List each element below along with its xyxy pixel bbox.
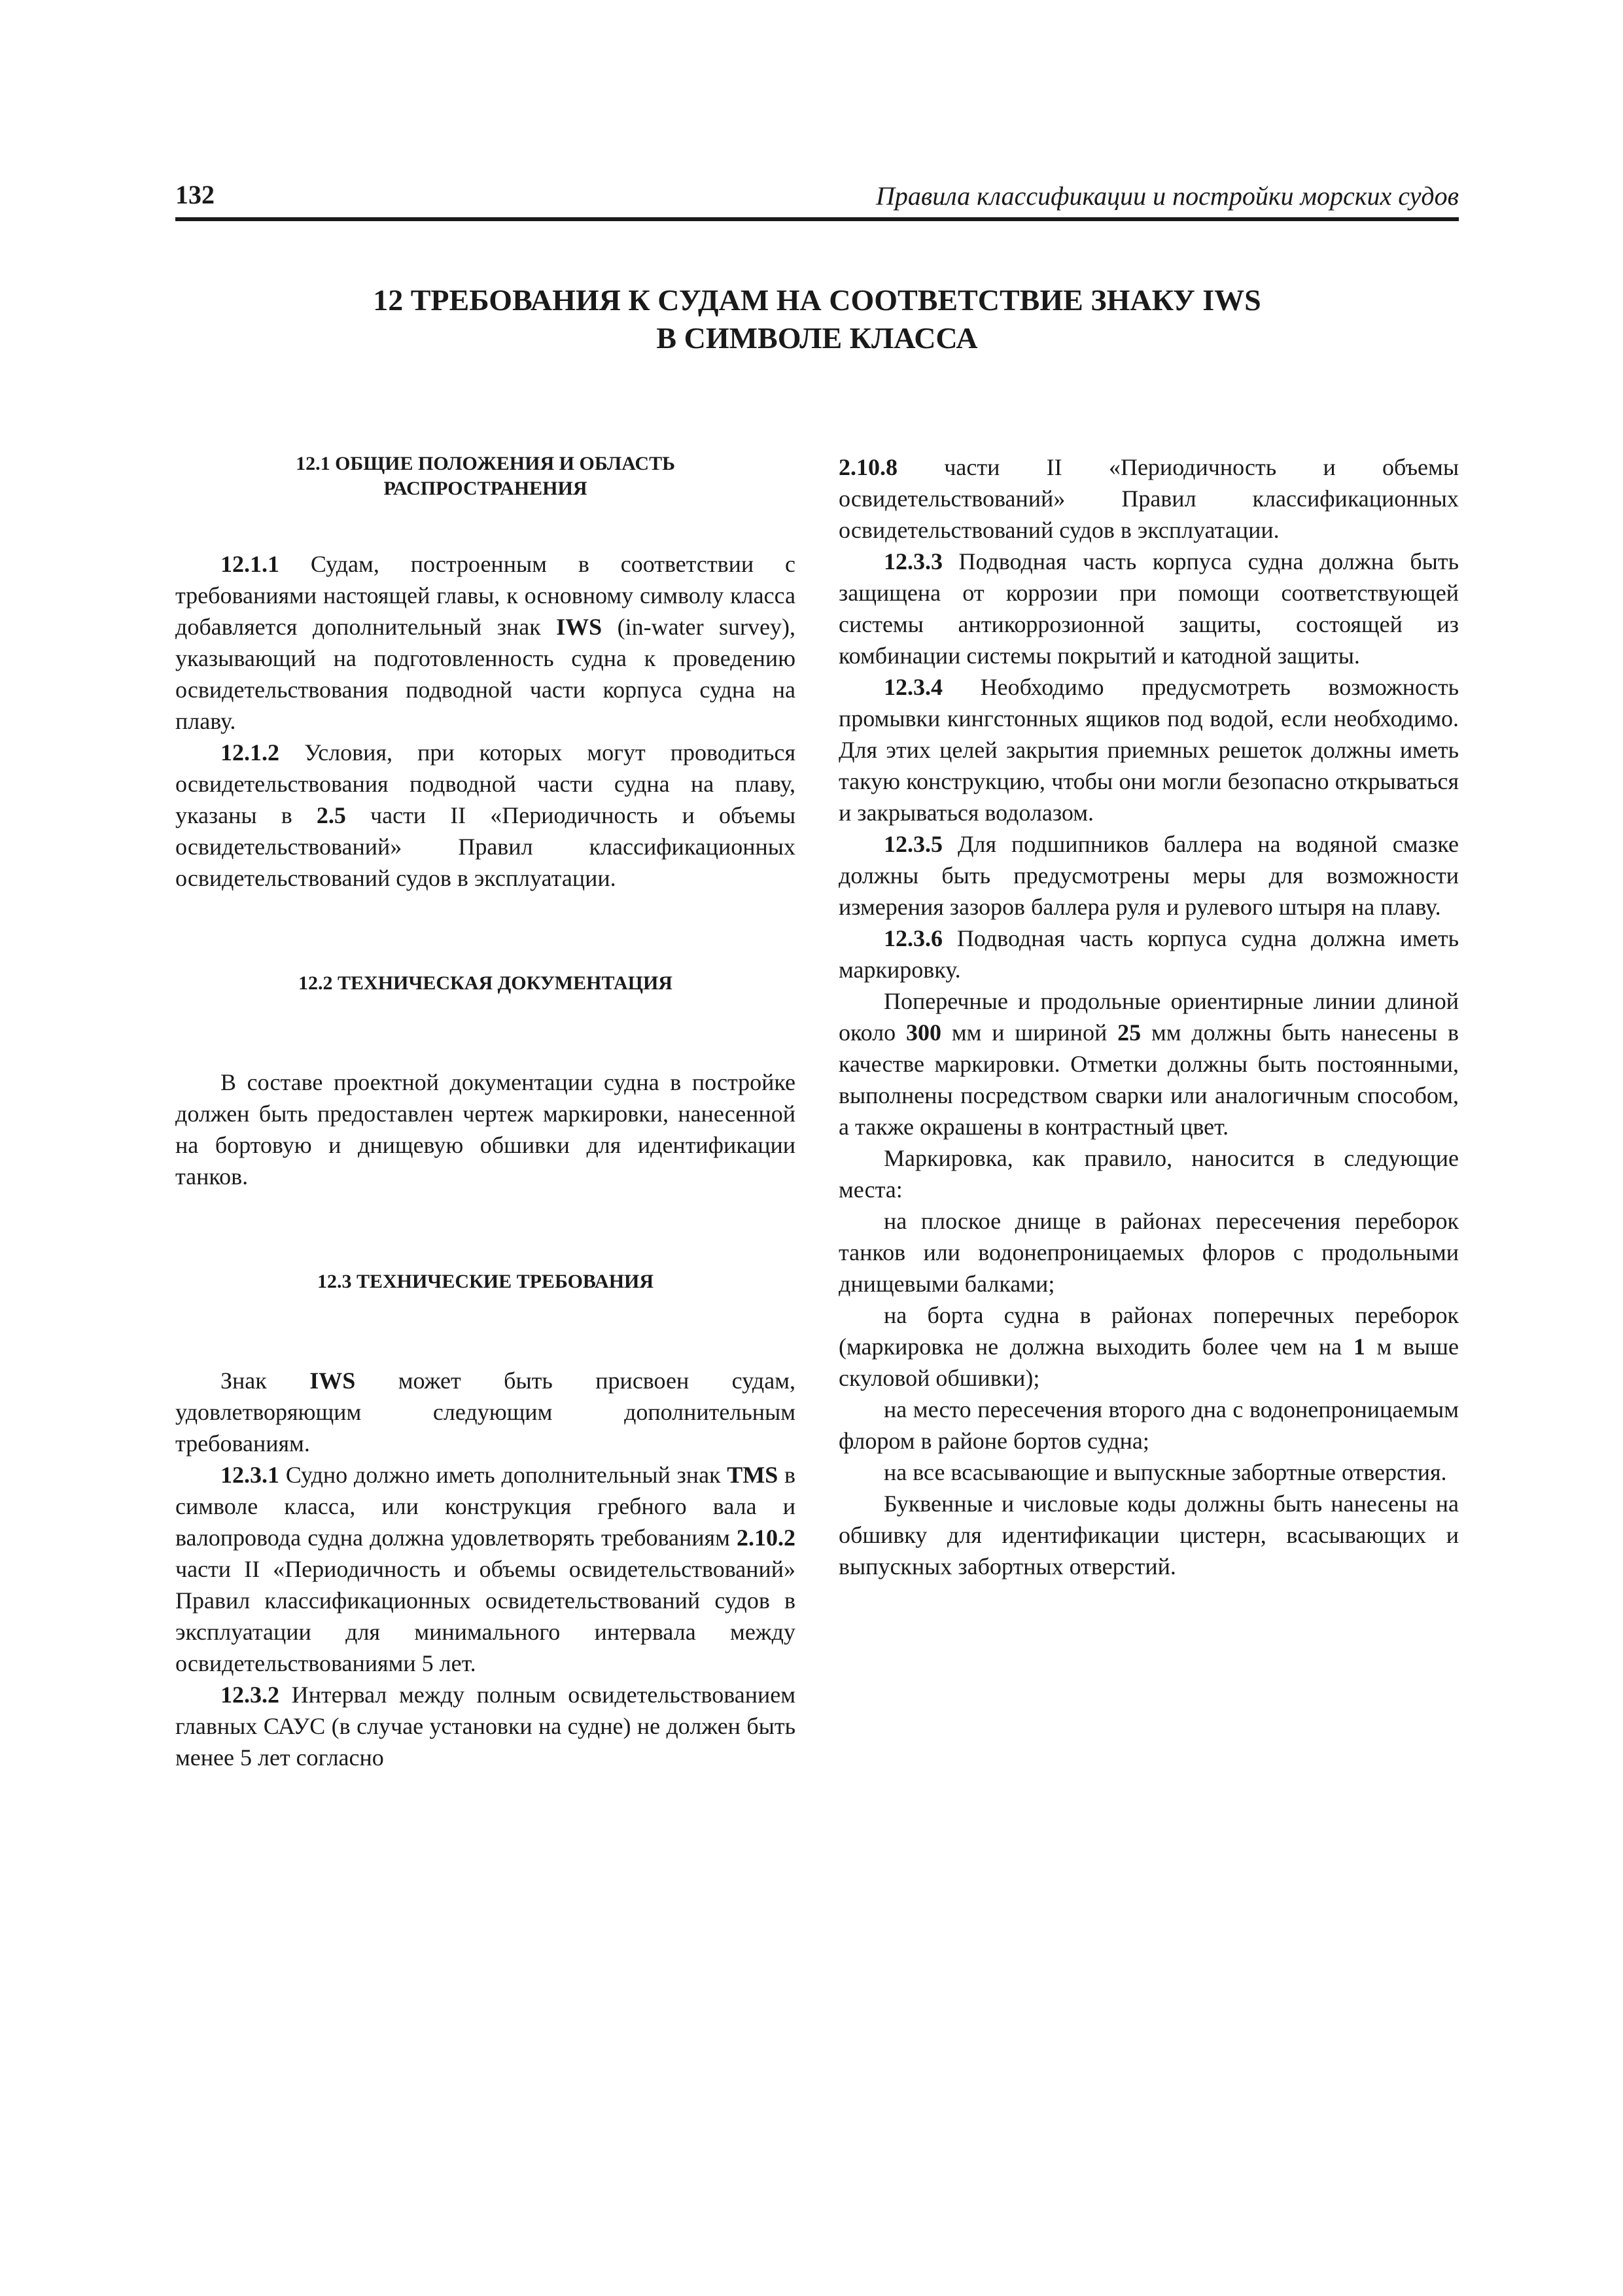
paragraph-number: 12.3.2: [220, 1682, 279, 1708]
paragraph-text: части II «Периодичность и объемы освидетельствований» Правил классификационных освидетельствований судов в эксплуатации.: [839, 454, 1459, 543]
page-header: [175, 178, 1459, 221]
paragraph-12-3-2-cont: [839, 451, 1459, 546]
class-notation: IWS: [556, 614, 602, 640]
paragraph-bottom: на плоское днище в районах пересечения переборок танков или водонепроницаемых флоров с продольными днищевыми балками;: [839, 1208, 1459, 1297]
section-heading-12-3: 12.3 ТЕХНИЧЕСКИЕ ТРЕБОВАНИЯ: [317, 1271, 654, 1292]
paragraph-text: Необходимо предусмотреть возможность промывки кингстонных ящиков под водой, если необходимо. Для этих целей закрытия приемных решеток должны иметь такую конструкцию, чтобы они могли безопасно открываться и закрываться водолазом.: [839, 674, 1459, 826]
chapter-title-line1: 12 ТРЕБОВАНИЯ К СУДАМ НА СООТВЕТСТВИЕ ЗНАКУ IWS: [373, 283, 1261, 317]
paragraph-double-bottom: на место пересечения второго дна с водонепроницаемым флором в районе бортов судна;: [839, 1396, 1459, 1454]
left-column: [175, 451, 795, 1773]
class-notation: TMS: [727, 1462, 778, 1488]
paragraph-sides: [839, 1299, 1459, 1394]
paragraph-12-3-1: [175, 1459, 795, 1679]
paragraph-text: в символе класса, или конструкция гребного вала и валопровода судна должна удовлетворять требованиям: [175, 1462, 796, 1551]
paragraph-text: может быть присвоен судам, удовлетворяющим следующим дополнительным требованиям.: [175, 1368, 795, 1457]
paragraph-text: Подводная часть корпуса судна должна быть защищена от коррозии при помощи соответствующей системы антикоррозионной защиты, состоящей из комбинации системы покрытий и катодной защиты.: [839, 548, 1459, 669]
paragraph-12-3-3: [839, 546, 1459, 671]
paragraph-text: (in-water survey), указывающий на подготовленность судна к проведению освидетельствования подводной части корпуса судна на плаву.: [175, 614, 796, 734]
paragraph-text: Судно должно иметь дополнительный знак: [279, 1462, 727, 1488]
paragraph-text: Знак: [220, 1368, 310, 1394]
page-number: 132: [175, 180, 215, 209]
paragraph-12-3-4: [839, 671, 1459, 828]
paragraph-12-2: В составе проектной документации судна в постройке должен быть предоставлен чертеж маркировки, нанесенной на бортовую и днищевую обшивки для идентификации танков.: [175, 1069, 795, 1190]
class-notation: IWS: [309, 1368, 356, 1394]
paragraph-text: на борта судна в районах поперечных переборок (маркировка не должна выходить более чем на: [839, 1302, 1459, 1360]
paragraph-12-3-2-start: [175, 1679, 795, 1773]
paragraph-number: 12.1.2: [220, 739, 279, 766]
right-column: [839, 451, 1459, 1582]
chapter-title: [175, 281, 1459, 357]
paragraph-text: Условия, при которых могут проводиться освидетельствования подводной части судна на плаву, указаны в: [175, 739, 795, 828]
paragraph-text: Интервал между полным освидетельствованием главных САУС (в случае установки на судне) не должен быть менее 5 лет согласно: [175, 1682, 795, 1771]
chapter-title-line2: В СИМВОЛЕ КЛАССА: [656, 321, 978, 355]
paragraph-marking-lines: [839, 985, 1459, 1142]
paragraph-text: Для подшипников баллера на водяной смазке должны быть предусмотрены меры для возможности измерения зазоров баллера руля и рулевого штыря на плаву.: [839, 831, 1459, 920]
section-heading-12-1-line1: 12.1 ОБЩИЕ ПОЛОЖЕНИЯ И ОБЛАСТЬ: [296, 453, 675, 474]
paragraph-12-3-5: [839, 828, 1459, 923]
paragraph-number: 12.3.5: [884, 831, 943, 857]
section-heading-12-1-line2: РАСПРОСТРАНЕНИЯ: [383, 478, 587, 499]
paragraph-12-1-1: [175, 548, 795, 737]
paragraph-marking-places: Маркировка, как правило, наносится в следующие места:: [839, 1145, 1459, 1203]
paragraph-12-1-2: [175, 737, 795, 894]
paragraph-text: части II «Периодичность и объемы освидетельствований» Правил классификационных освидетельствований судов в эксплуатации.: [175, 802, 796, 891]
dimension-value: 300: [906, 1019, 942, 1046]
paragraph-text: мм и шириной: [941, 1019, 1118, 1046]
paragraph-text: м выше скуловой обшивки);: [839, 1333, 1459, 1391]
section-heading-12-2: 12.2 ТЕХНИЧЕСКАЯ ДОКУМЕНТАЦИЯ: [298, 972, 672, 994]
cross-reference: 2.10.8: [839, 454, 898, 480]
paragraph-12-3-6: [839, 923, 1459, 985]
paragraph-text: Судам, построенным в соответствии с требованиями настоящей главы, к основному символу класса добавляется дополнительный знак: [175, 551, 795, 640]
paragraph-number: 12.3.4: [884, 674, 943, 700]
paragraph-number: 12.1.1: [220, 551, 279, 577]
dimension-value: 1: [1353, 1333, 1365, 1360]
paragraph-openings: на все всасывающие и выпускные забортные отверстия.: [884, 1459, 1447, 1485]
paragraph-text: части II «Периодичность и объемы освидетельствований» Правил классификационных освидетельствований судов в эксплуатации для минимального интервала между освидетельствованиями 5 лет.: [175, 1556, 795, 1676]
paragraph-text: Поперечные и продольные ориентирные линии длиной около: [839, 988, 1459, 1046]
paragraph-12-3-intro: [175, 1365, 795, 1459]
running-title: Правила классификации и постройки морских судов: [875, 181, 1459, 211]
paragraph-number: 12.3.1: [220, 1462, 279, 1488]
cross-reference: 2.10.2: [737, 1525, 795, 1551]
cross-reference: 2.5: [316, 802, 346, 828]
paragraph-codes: Буквенные и числовые коды должны быть нанесены на обшивку для идентификации цистерн, всасывающих и выпускных забортных отверстий.: [839, 1491, 1459, 1580]
paragraph-text: мм должны быть нанесены в качестве маркировки. Отметки должны быть постоянными, выполнены посредством сварки или аналогичным способом, а также окрашены в контрастный цвет.: [839, 1019, 1459, 1140]
paragraph-text: Подводная часть корпуса судна должна иметь маркировку.: [839, 925, 1459, 983]
paragraph-number: 12.3.3: [884, 548, 943, 574]
dimension-value: 25: [1117, 1019, 1142, 1046]
section-heading-12-1: [175, 451, 795, 501]
paragraph-number: 12.3.6: [884, 925, 943, 951]
